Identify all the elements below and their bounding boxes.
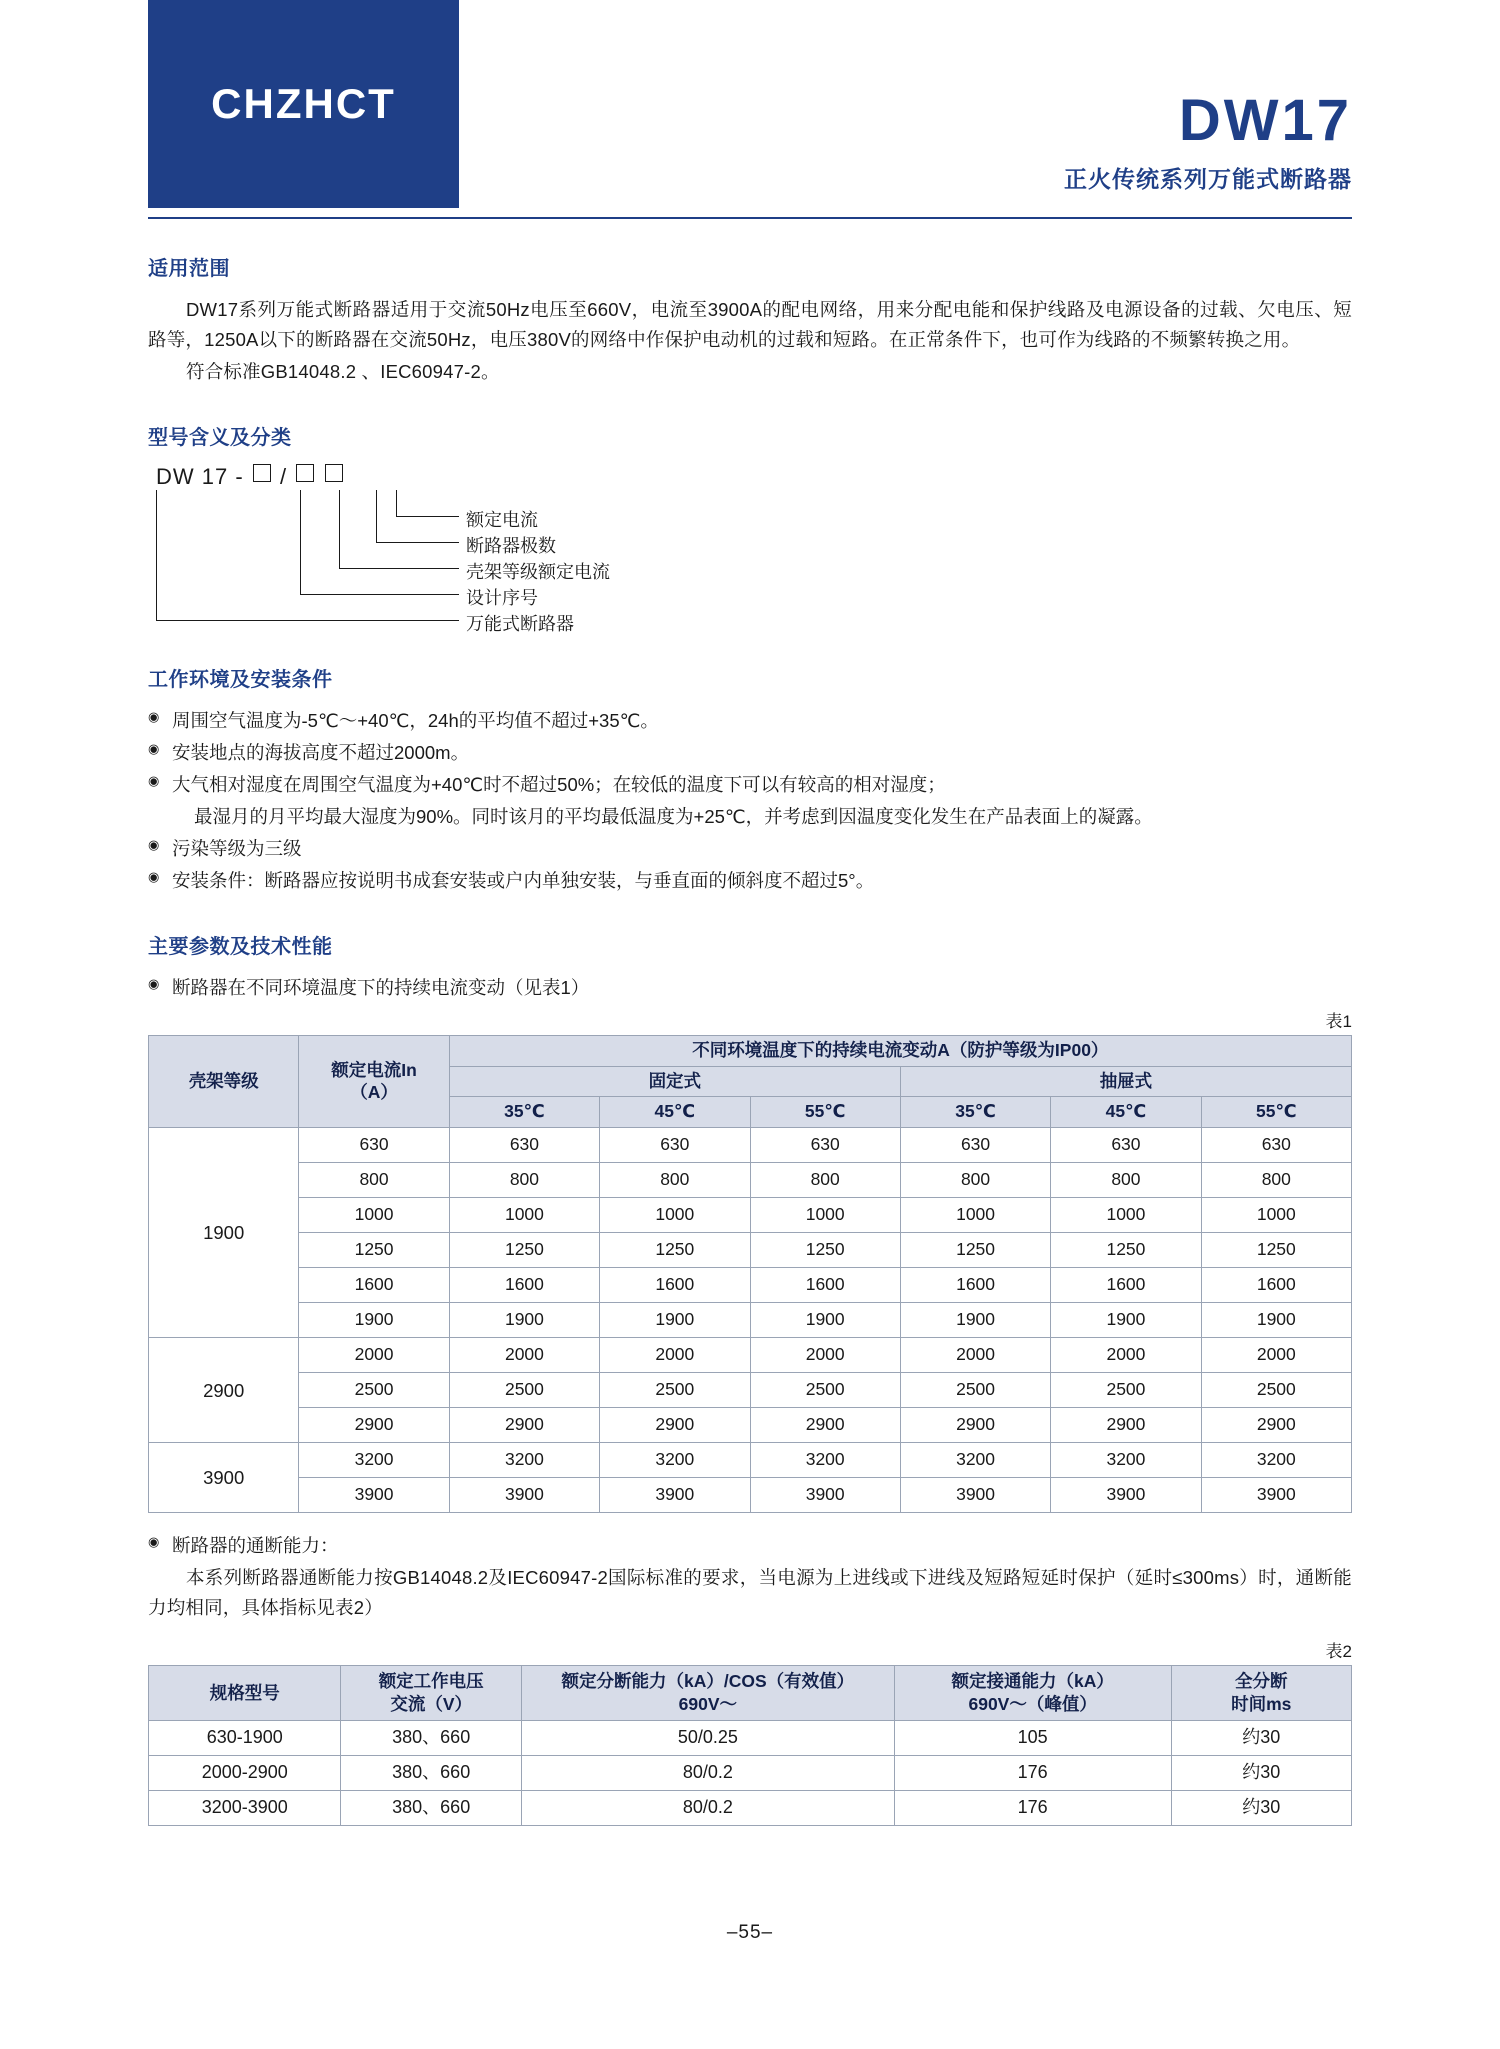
table-row (149, 1268, 1352, 1303)
model-label-5: 万能式断路器 (466, 613, 574, 634)
cell-val: 1000 (750, 1198, 900, 1233)
table-row (149, 1720, 1352, 1755)
list-item: ◉ 污染等级为三级 (148, 834, 1352, 864)
table-row (149, 1408, 1352, 1443)
cell-val: 800 (1051, 1163, 1201, 1198)
cell-val: 1250 (1051, 1233, 1201, 1268)
cell-making: 176 (894, 1755, 1171, 1790)
table-row (149, 1755, 1352, 1790)
cell-val: 1900 (750, 1303, 900, 1338)
cell-time: 约30 (1171, 1790, 1351, 1825)
cell-val: 1250 (1201, 1233, 1351, 1268)
cell-val: 630 (1201, 1128, 1351, 1163)
cell-in: 800 (299, 1163, 449, 1198)
cell-in: 1600 (299, 1268, 449, 1303)
code-box-1 (253, 464, 271, 482)
table-row (149, 1790, 1352, 1825)
cell-val: 1000 (900, 1198, 1050, 1233)
th-model-line1: 规格型号 (209, 1682, 280, 1703)
cell-val: 800 (750, 1163, 900, 1198)
cell-val: 2900 (600, 1408, 750, 1443)
cell-in: 2500 (299, 1373, 449, 1408)
environment-list (148, 706, 1352, 896)
cell-val: 2500 (750, 1373, 900, 1408)
cell-val: 1250 (600, 1233, 750, 1268)
th-temp: 45℃ (1051, 1097, 1201, 1128)
cell-in: 1000 (299, 1198, 449, 1233)
th-breaking-line1: 额定分断能力（kA）/COS（有效值） (561, 1671, 855, 1692)
cell-val: 3900 (1201, 1478, 1351, 1513)
th-rated-line1: 额定电流In (331, 1059, 417, 1080)
list-item: ◉ 大气相对湿度在周围空气温度为+40℃时不超过50%；在较低的温度下可以有较高的相对湿度； (148, 770, 1352, 800)
cell-val: 2000 (449, 1338, 599, 1373)
cell-val: 1000 (449, 1198, 599, 1233)
breaking-capacity-paragraph: 本系列断路器通断能力按GB14048.2及IEC60947-2国际标准的要求，当电源为上进线或下进线及短路短延时保护（延时≤300ms）时，通断能力均相同，具体指标见表2） (148, 1567, 1352, 1619)
cell-val: 3900 (900, 1478, 1050, 1513)
th-rated-voltage (341, 1666, 521, 1721)
cell-val: 3200 (1201, 1443, 1351, 1478)
table2-body (149, 1720, 1352, 1825)
th-drawer: 抽屉式 (900, 1066, 1351, 1097)
cell-time: 约30 (1171, 1720, 1351, 1755)
cell-in: 1250 (299, 1233, 449, 1268)
section-title-environment: 工作环境及安装条件 (148, 668, 333, 691)
cell-val: 1250 (750, 1233, 900, 1268)
th-making-capacity (894, 1666, 1171, 1721)
cell-val: 2000 (750, 1338, 900, 1373)
cell-val: 3900 (449, 1478, 599, 1513)
cell-breaking: 80/0.2 (521, 1790, 894, 1825)
table-row (149, 1128, 1352, 1163)
cell-val: 2000 (600, 1338, 750, 1373)
th-temp: 35℃ (449, 1097, 599, 1128)
cell-shell: 1900 (149, 1128, 299, 1338)
table-row (149, 1303, 1352, 1338)
list-item: ◉ 安装地点的海拔高度不超过2000m。 (148, 738, 1352, 768)
model-label-1: 额定电流 (466, 509, 538, 530)
table-breaking-capacity (148, 1665, 1352, 1826)
model-code-diagram (148, 463, 1352, 634)
th-making-line1: 额定接通能力（kA） (951, 1671, 1114, 1692)
header-titles (1064, 88, 1352, 194)
cell-val: 630 (449, 1128, 599, 1163)
cell-breaking: 80/0.2 (521, 1755, 894, 1790)
cell-val: 630 (600, 1128, 750, 1163)
cell-val: 2900 (900, 1408, 1050, 1443)
cell-breaking: 50/0.25 (521, 1720, 894, 1755)
cell-val: 1000 (600, 1198, 750, 1233)
cell-val: 630 (1051, 1128, 1201, 1163)
cell-val: 1600 (750, 1268, 900, 1303)
cell-in: 3900 (299, 1478, 449, 1513)
cell-val: 2900 (449, 1408, 599, 1443)
cell-val: 2500 (900, 1373, 1050, 1408)
cell-val: 3200 (1051, 1443, 1201, 1478)
brand-logo (148, 0, 459, 208)
cell-val: 1900 (1201, 1303, 1351, 1338)
model-label-2: 断路器极数 (466, 535, 556, 556)
product-subtitle: 正火传统系列万能式断路器 (1064, 166, 1352, 192)
cell-in: 1900 (299, 1303, 449, 1338)
cell-val: 1900 (1051, 1303, 1201, 1338)
th-temp: 35℃ (900, 1097, 1050, 1128)
breaking-capacity-lead: ◉ 断路器的通断能力： (148, 1531, 1352, 1561)
th-model (149, 1666, 341, 1721)
cell-model: 630-1900 (149, 1720, 341, 1755)
cell-val: 2500 (1201, 1373, 1351, 1408)
table-header-row (149, 1666, 1352, 1721)
model-label-4: 设计序号 (466, 587, 538, 608)
table-row (149, 1198, 1352, 1233)
th-voltage-line2: 交流（V） (390, 1693, 473, 1714)
page-header (0, 0, 1500, 218)
cell-val: 2900 (1201, 1408, 1351, 1443)
cell-val: 800 (900, 1163, 1050, 1198)
cell-val: 800 (1201, 1163, 1351, 1198)
cell-val: 800 (600, 1163, 750, 1198)
cell-making: 105 (894, 1720, 1171, 1755)
cell-val: 1900 (600, 1303, 750, 1338)
th-temp: 55℃ (750, 1097, 900, 1128)
table-row (149, 1443, 1352, 1478)
cell-val: 800 (449, 1163, 599, 1198)
table1-lead-text: ◉ 断路器在不同环境温度下的持续电流变动（见表1） (148, 973, 1352, 1003)
logo-text: CHZHCT (211, 80, 396, 127)
cell-val: 2500 (449, 1373, 599, 1408)
table-row (149, 1478, 1352, 1513)
product-title: DW17 (1178, 88, 1352, 153)
th-voltage-line1: 额定工作电压 (378, 1671, 484, 1692)
cell-val: 1900 (449, 1303, 599, 1338)
th-time-line2: 时间ms (1231, 1693, 1292, 1714)
table-header (149, 1035, 1352, 1128)
th-rated-current (299, 1035, 449, 1128)
th-fixed: 固定式 (449, 1066, 900, 1097)
cell-model: 3200-3900 (149, 1790, 341, 1825)
cell-val: 1600 (1201, 1268, 1351, 1303)
model-code-row (156, 464, 345, 490)
cell-val: 2000 (1051, 1338, 1201, 1373)
scope-paragraph-1: DW17系列万能式断路器适用于交流50Hz电压至660V，电流至3900A的配电网络，用来分配电能和保护线路及电源设备的过载、欠电压、短路等，1250A以下的断路器在交流50Hz，电压380V的网络中作保护电动机的过载和短路。在正常条件下，也可作为线路的不频繁转换之用。 (148, 299, 1352, 350)
th-temp: 55℃ (1201, 1097, 1351, 1128)
code-box-3 (325, 464, 343, 482)
cell-val: 2900 (1051, 1408, 1201, 1443)
th-group: 不同环境温度下的持续电流变动A（防护等级为IP00） (449, 1035, 1351, 1066)
cell-val: 3900 (1051, 1478, 1201, 1513)
th-making-line2: 690V～（峰值） (968, 1693, 1097, 1714)
cell-val: 1000 (1051, 1198, 1201, 1233)
th-total-break-time (1171, 1666, 1351, 1721)
table-row (149, 1338, 1352, 1373)
cell-val: 3200 (449, 1443, 599, 1478)
cell-val: 1000 (1201, 1198, 1351, 1233)
code-box-2 (296, 464, 314, 482)
cell-in: 3200 (299, 1443, 449, 1478)
model-label-3: 壳架等级额定电流 (466, 561, 610, 582)
cell-shell: 3900 (149, 1443, 299, 1513)
cell-val: 1600 (600, 1268, 750, 1303)
header-divider (148, 217, 1352, 219)
section-title-model: 型号含义及分类 (148, 426, 292, 449)
cell-model: 2000-2900 (149, 1755, 341, 1790)
table2-header (149, 1666, 1352, 1721)
cell-in: 2000 (299, 1338, 449, 1373)
table-body (149, 1128, 1352, 1513)
cell-val: 3900 (600, 1478, 750, 1513)
table-header-row (149, 1035, 1352, 1066)
cell-val: 2000 (900, 1338, 1050, 1373)
cell-val: 1600 (449, 1268, 599, 1303)
cell-voltage: 380、660 (341, 1790, 521, 1825)
th-shell: 壳架等级 (149, 1035, 299, 1128)
cell-shell: 2900 (149, 1338, 299, 1443)
section-title-scope: 适用范围 (148, 258, 230, 280)
cell-val: 1600 (1051, 1268, 1201, 1303)
th-breaking-capacity (521, 1666, 894, 1721)
list-item: ◉ 安装条件：断路器应按说明书成套安装或户内单独安装，与垂直面的倾斜度不超过5°。 (148, 866, 1352, 896)
cell-val: 1250 (449, 1233, 599, 1268)
cell-voltage: 380、660 (341, 1720, 521, 1755)
cell-val: 1900 (900, 1303, 1050, 1338)
cell-in: 630 (299, 1128, 449, 1163)
cell-val: 1600 (900, 1268, 1050, 1303)
th-time-line1: 全分断 (1235, 1671, 1288, 1692)
cell-val: 2000 (1201, 1338, 1351, 1373)
cell-val: 3200 (900, 1443, 1050, 1478)
cell-making: 176 (894, 1790, 1171, 1825)
cell-time: 约30 (1171, 1755, 1351, 1790)
cell-val: 3200 (600, 1443, 750, 1478)
page-number: –55– (726, 1921, 774, 1943)
page-content (0, 252, 1500, 1984)
cell-in: 2900 (299, 1408, 449, 1443)
table2-caption: 表2 (1325, 1642, 1352, 1662)
cell-val: 3900 (750, 1478, 900, 1513)
table1-caption: 表1 (1325, 1011, 1352, 1031)
cell-val: 2500 (600, 1373, 750, 1408)
cell-val: 2900 (750, 1408, 900, 1443)
cell-val: 1250 (900, 1233, 1050, 1268)
th-breaking-line2: 690V～ (678, 1693, 738, 1714)
leader-line-5 (156, 490, 459, 621)
cell-val: 630 (900, 1128, 1050, 1163)
scope-paragraph-2: 符合标准GB14048.2 、IEC60947-2。 (186, 360, 500, 382)
list-item: 最湿月的月平均最大湿度为90%。同时该月的平均最低温度为+25℃，并考虑到因温度变化发生在产品表面上的凝露。 (194, 805, 1153, 827)
table-row (149, 1163, 1352, 1198)
cell-val: 630 (750, 1128, 900, 1163)
table-row (149, 1373, 1352, 1408)
model-code-prefix: DW 17 - (156, 463, 244, 489)
section-title-params: 主要参数及技术性能 (148, 935, 333, 958)
table-row (149, 1233, 1352, 1268)
list-item: ◉ 周围空气温度为-5℃～+40℃，24h的平均值不超过+35℃。 (148, 706, 1352, 736)
cell-voltage: 380、660 (341, 1755, 521, 1790)
th-temp: 45℃ (600, 1097, 750, 1128)
code-slash: / (279, 463, 288, 489)
table-current-variation (148, 1035, 1352, 1514)
cell-val: 2500 (1051, 1373, 1201, 1408)
cell-val: 3200 (750, 1443, 900, 1478)
th-rated-line2: （A） (350, 1081, 398, 1102)
